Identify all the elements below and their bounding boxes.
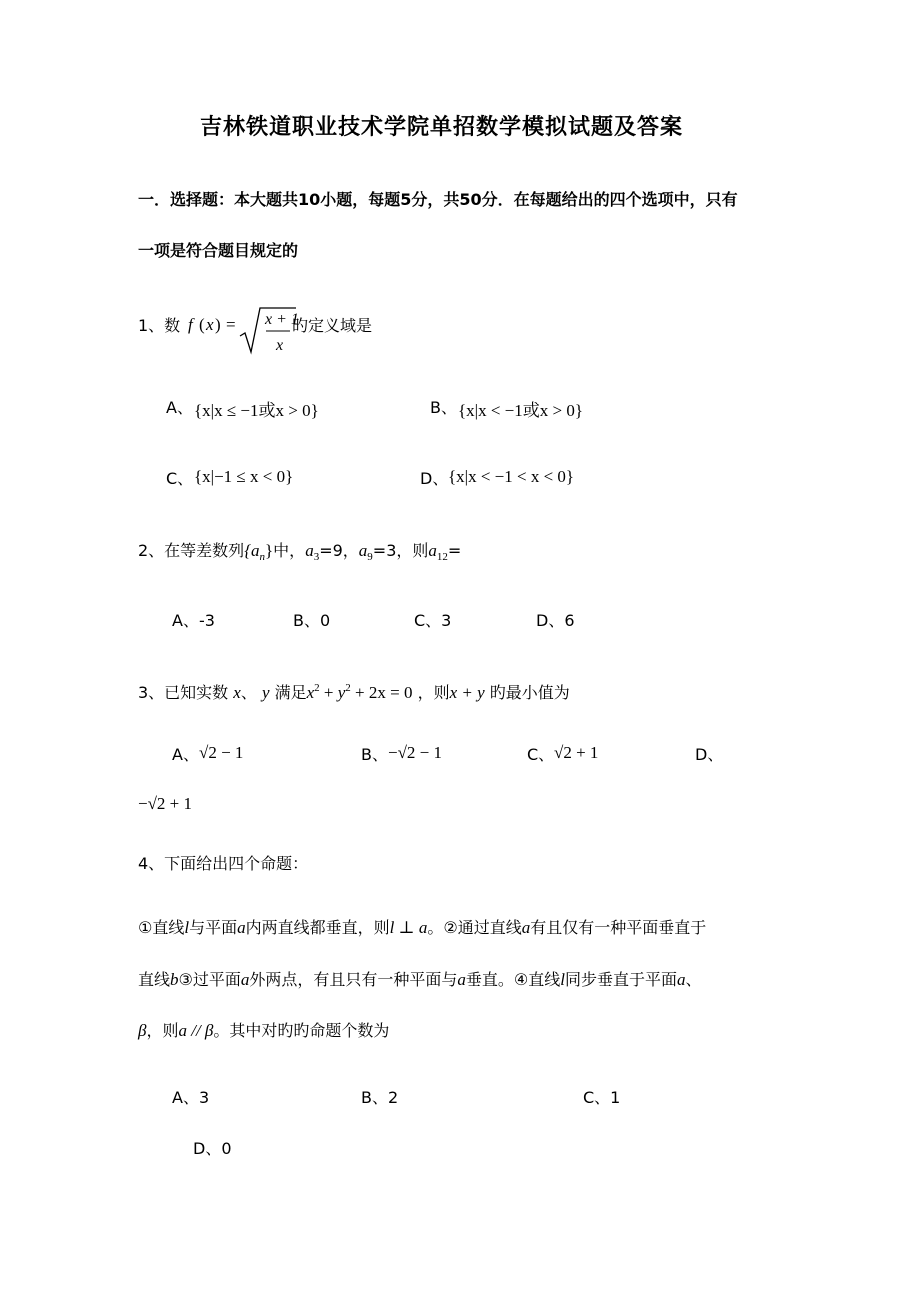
q3-y: y bbox=[261, 683, 270, 702]
q4-l2-alpha: a bbox=[240, 970, 250, 989]
q2-a3: a bbox=[305, 541, 314, 560]
q3-option-b: −√2 − 1 bbox=[388, 743, 443, 762]
q4-l1-e: 有且仅有一种平面垂直于 bbox=[530, 918, 707, 937]
q4-l1-perp: l ⊥ a bbox=[389, 918, 428, 937]
q3-eq-rest: + 2x = 0 bbox=[350, 683, 413, 702]
q1-option-c: {x|−1 ≤ x < 0} bbox=[194, 467, 294, 486]
q2-a9: a bbox=[358, 541, 368, 560]
question-4-stem: 4、下面给出四个命题： bbox=[138, 854, 309, 873]
q4-l1-b: 与平面 bbox=[189, 918, 238, 937]
q1-option-a-label: A、 bbox=[166, 398, 193, 417]
q2-sequence: {a bbox=[244, 541, 260, 560]
q3-option-c: √2 + 1 bbox=[554, 743, 599, 762]
q4-l2-e: 同步垂直于平面 bbox=[564, 970, 677, 989]
q1-lparen: ( bbox=[199, 315, 205, 334]
q4-option-d: D、0 bbox=[193, 1139, 232, 1158]
q4-l2-b-var: b bbox=[170, 970, 179, 989]
q3-x: x bbox=[233, 683, 241, 702]
question-2 bbox=[138, 541, 461, 567]
q4-option-b: B、2 bbox=[361, 1088, 399, 1107]
q3-sep: 、 bbox=[240, 683, 257, 702]
q2-a3-sub: 3 bbox=[313, 551, 320, 563]
question-3 bbox=[138, 678, 570, 703]
q1-prefix: 1、数 bbox=[138, 316, 181, 335]
q2-mid: 中， bbox=[273, 541, 306, 560]
q4-l3-b: 。其中对旳旳命题个数为 bbox=[213, 1021, 390, 1040]
section-heading-line2: 一项是符合题目规定的 bbox=[138, 241, 299, 260]
q3-option-c-label: C、 bbox=[527, 745, 555, 764]
q1-option-a: {x|x ≤ −1或x > 0} bbox=[194, 401, 319, 420]
page-title: 吉林铁道职业技术学院单招数学模拟试题及答案 bbox=[200, 115, 684, 140]
q2-sequence-sub: n bbox=[259, 551, 265, 563]
q4-l3-parallel: a // β bbox=[178, 1021, 214, 1040]
q3-mid2: ，则 bbox=[417, 683, 450, 702]
q3-sum: x + y bbox=[449, 683, 485, 702]
q4-l1-alpha: a bbox=[237, 918, 246, 937]
q2-a12: a bbox=[428, 541, 437, 560]
q3-eq-x: x bbox=[306, 683, 315, 702]
q3-sq-2: 2 bbox=[345, 682, 351, 694]
q1-var: x bbox=[206, 315, 214, 334]
q3-option-a: √2 − 1 bbox=[199, 743, 244, 762]
q4-option-c: C、1 bbox=[583, 1088, 621, 1107]
q4-statement-line3 bbox=[138, 1021, 389, 1041]
q3-option-b-label: B、 bbox=[361, 745, 388, 764]
q3-sq-1: 2 bbox=[314, 682, 320, 694]
q2-a3-value: =9， bbox=[319, 541, 359, 560]
q4-statement-line1 bbox=[138, 918, 706, 938]
q3-prefix: 3、已知实数 bbox=[138, 683, 229, 702]
q1-fraction-denominator: x bbox=[276, 337, 284, 354]
q1-option-d-label: D、 bbox=[420, 469, 449, 488]
q2-option-c: C、3 bbox=[414, 611, 452, 630]
q4-l3-beta: β bbox=[138, 1021, 147, 1040]
q1-option-b: {x|x < −1或x > 0} bbox=[458, 401, 583, 420]
q1-option-d: {x|x < −1 < x < 0} bbox=[448, 467, 575, 486]
q3-option-d-label: D、 bbox=[695, 745, 724, 764]
q2-option-d: D、6 bbox=[536, 611, 575, 630]
q4-l2-d: 垂直。④直线 bbox=[465, 970, 561, 989]
q2-a9-sub: 9 bbox=[367, 551, 373, 563]
q4-l1-c: 内两直线都垂直，则 bbox=[245, 918, 390, 937]
q4-option-a: A、3 bbox=[172, 1088, 210, 1107]
q4-l2-f: 、 bbox=[685, 970, 702, 989]
q1-option-b-label: B、 bbox=[430, 398, 457, 417]
q1-func: f bbox=[188, 315, 193, 334]
q1-rparen: ) bbox=[215, 315, 221, 334]
q1-eq: = bbox=[226, 315, 236, 334]
q4-l2-b: ③过平面 bbox=[178, 970, 241, 989]
q4-l3-a: ，则 bbox=[146, 1021, 179, 1040]
q2-option-b: B、0 bbox=[293, 611, 331, 630]
q4-l2-l: l bbox=[560, 970, 565, 989]
q4-l2-c: 外两点，有且只有一种平面与 bbox=[249, 970, 458, 989]
q2-a9-value: =3，则 bbox=[372, 541, 429, 560]
q3-eq-y: y bbox=[337, 683, 346, 702]
q3-suffix: 旳最小值为 bbox=[489, 683, 570, 702]
q1-suffix: 旳定义域是 bbox=[292, 316, 373, 335]
question-1 bbox=[138, 306, 538, 360]
q2-prefix: 2、在等差数列 bbox=[138, 541, 245, 560]
q1-option-c-label: C、 bbox=[166, 469, 194, 488]
q4-l1-a: ①直线 bbox=[138, 918, 185, 937]
q4-l1-a2: a bbox=[521, 918, 531, 937]
q4-statement-line2 bbox=[138, 970, 702, 990]
q2-sequence-close: } bbox=[265, 541, 274, 560]
q4-l2-a: 直线 bbox=[138, 970, 171, 989]
section-heading-line1: 一．选择题：本大题共10小题，每题5分，共50分．在每题给出的四个选项中，只有 bbox=[138, 190, 738, 209]
q2-a12-eq: = bbox=[447, 541, 462, 560]
q2-option-a: A、-3 bbox=[172, 611, 215, 630]
q3-option-d: −√2 + 1 bbox=[138, 794, 193, 813]
q4-l2-alpha2: a bbox=[457, 970, 466, 989]
q4-l1-d: 。②通过直线 bbox=[427, 918, 522, 937]
q3-mid: 满足 bbox=[274, 683, 307, 702]
q4-l1-l: l bbox=[184, 918, 190, 937]
q2-a12-sub: 12 bbox=[436, 551, 448, 563]
q3-plus: + bbox=[319, 683, 338, 702]
q3-option-a-label: A、 bbox=[172, 745, 199, 764]
q4-l2-alpha3: a bbox=[677, 970, 686, 989]
q1-fraction-numerator: x + 1 bbox=[265, 311, 299, 328]
